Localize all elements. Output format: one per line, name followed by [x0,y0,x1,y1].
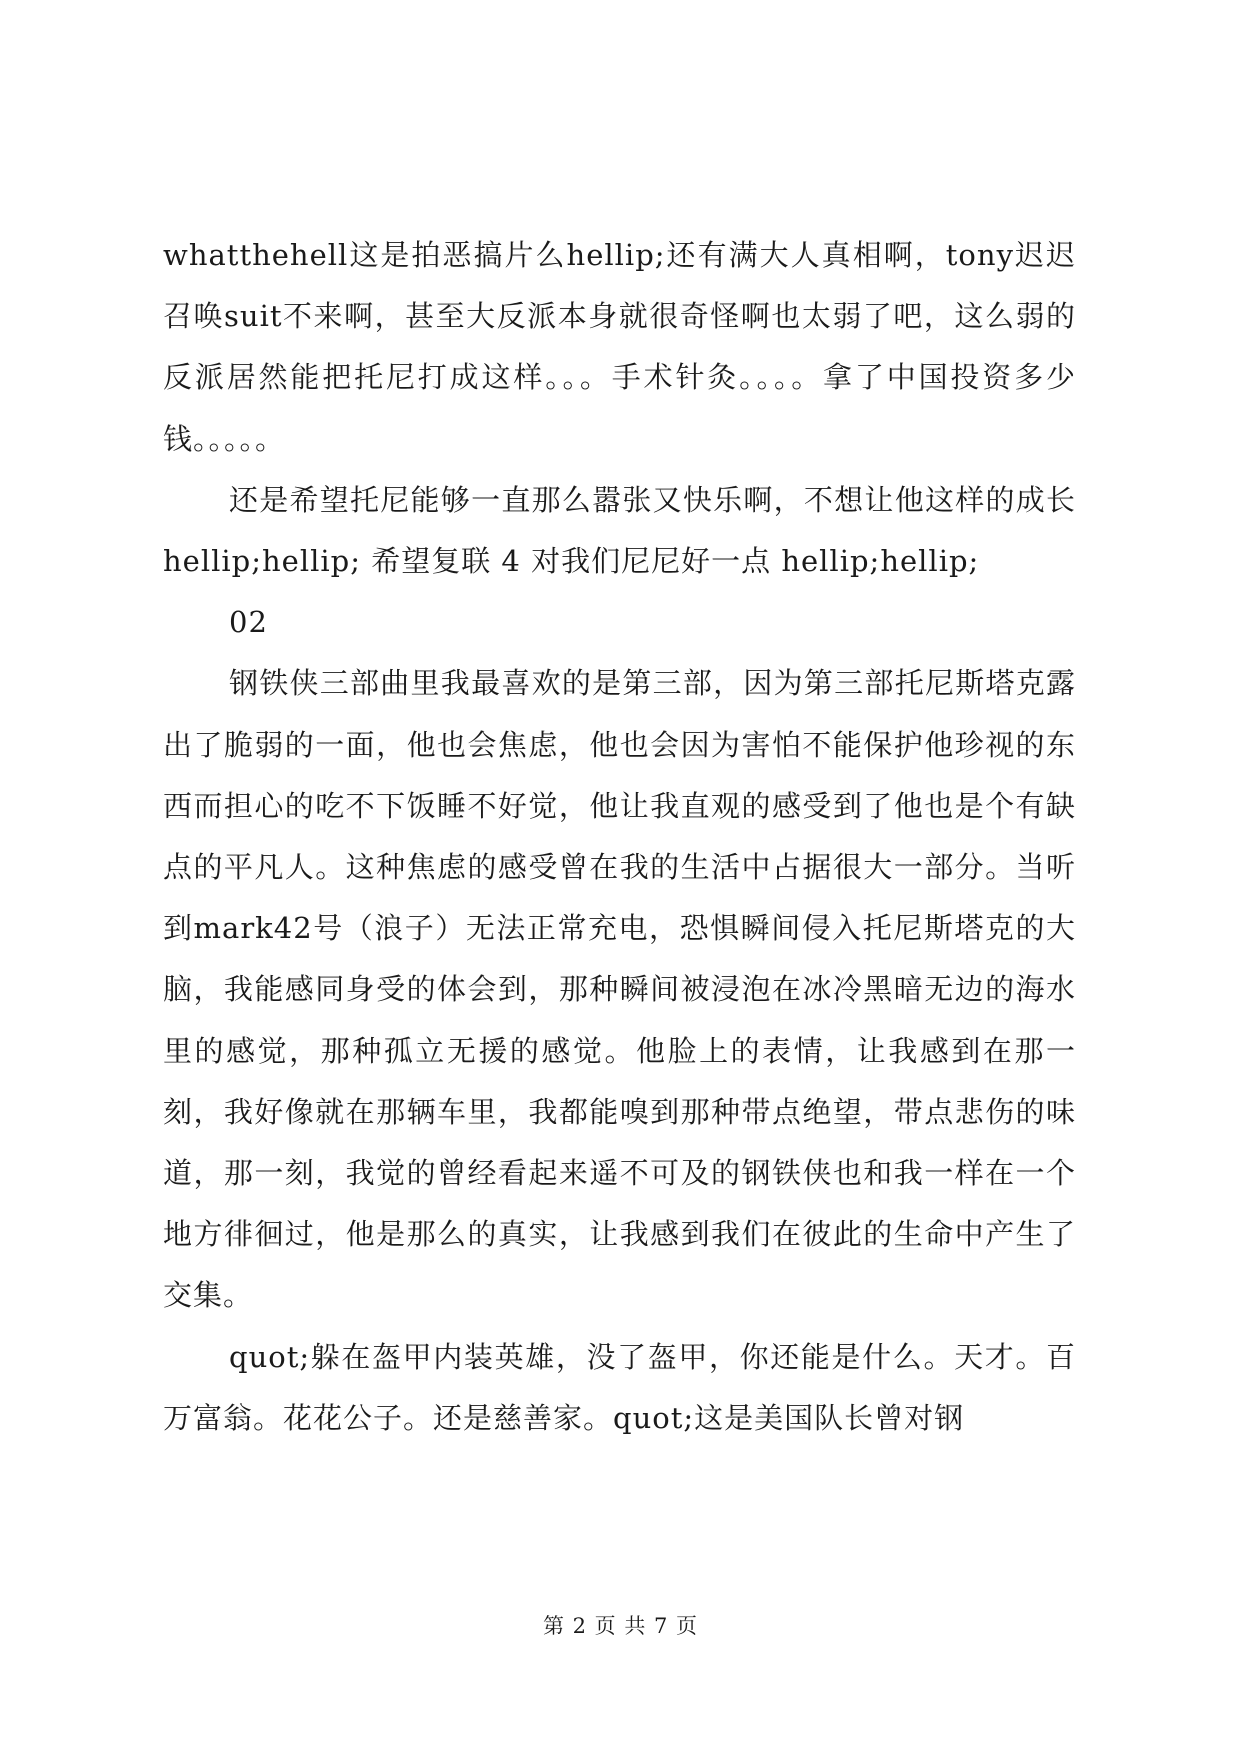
paragraph-quote: quot;躲在盔甲内装英雄，没了盔甲，你还能是什么。天才。百万富翁。花花公子。还是慈善家。quot;这是美国队长曾对钢 [163,1339,1076,1435]
paragraph-iron-man-review: 钢铁侠三部曲里我最喜欢的是第三部，因为第三部托尼斯塔克露出了脆弱的一面，他也会焦虑，他也会因为害怕不能保护他珍视的东西而担心的吃不下饭睡不好觉，他让我直观的感受到了他也是个有缺点的平凡人。这种焦虑的感受曾在我的生活中占据很大一部分。当听到mark42号（浪子）无法正常充电，恐惧瞬间侵入托尼斯塔克的大脑，我能感同身受的体会到，那种瞬间被浸泡在冰冷黑暗无边的海水里的感觉，那种孤立无援的感觉。他脸上的表情，让我感到在那一刻，我好像就在那辆车里，我都能嗅到那种带点绝望，带点悲伤的味道，那一刻，我觉的曾经看起来遥不可及的钢铁侠也和我一样在一个地方徘徊过，他是那么的真实，让我感到我们在彼此的生命中产生了交集。 [163,666,1076,1313]
page-footer: 第 2 页 共 7 页 [542,1614,699,1638]
paragraph-hope: 还是希望托尼能够一直那么嚣张又快乐啊，不想让他这样的成长 hellip;hellip; 希望复联 4 对我们尼尼好一点 hellip;hellip; [163,482,1076,579]
document-body [163,225,1076,1449]
section-number: 02 [229,605,268,640]
paragraph-continuation: whatthehell这是拍恶搞片么hellip;还有满大人真相啊，tony迟迟召唤suit不来啊，甚至大反派本身就很奇怪啊也太弱了吧，这么弱的反派居然能把托尼打成这样。。。手术针灸。。。。拿了中国投资多少钱。。。。。 [163,238,1076,456]
